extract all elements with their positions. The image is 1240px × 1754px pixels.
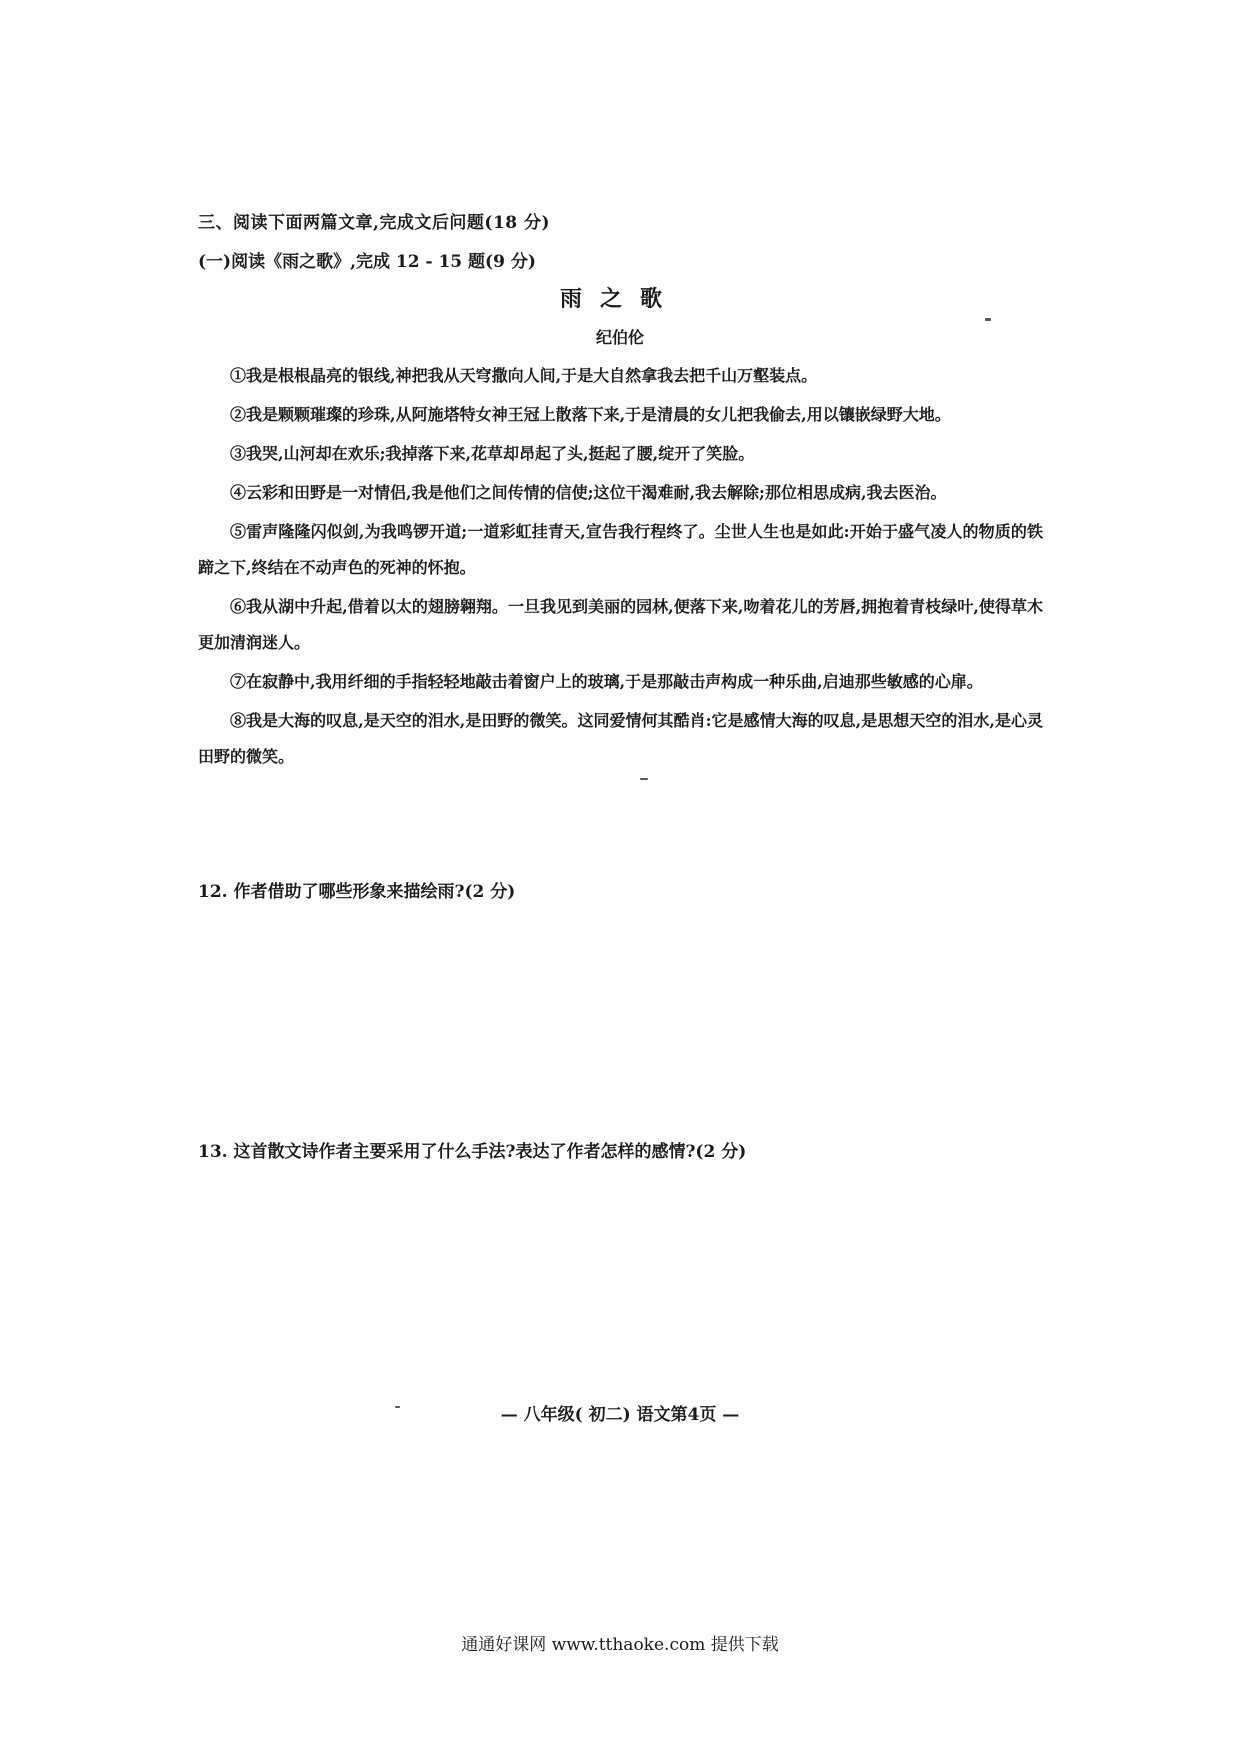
- reading-subtitle: (一)阅读《雨之歌》,完成 12 - 15 题(9 分): [198, 252, 536, 272]
- poem-paragraph-4: ④云彩和田野是一对情侣,我是他们之间传情的信使;这位干渴难耐,我去解除;那位相思成病,我去医治。: [230, 483, 947, 502]
- page-number-footer: — 八年级( 初二) 语文第4页 —: [500, 1405, 740, 1425]
- poem-paragraph-3: ③我哭,山河却在欢乐;我掉落下来,花草却昂起了头,挺起了腰,绽开了笑脸。: [230, 444, 755, 463]
- download-source-footer: 通通好课网 www.tthaoke.com 提供下载: [461, 1635, 779, 1655]
- poem-paragraph-5: ⑤雷声隆隆闪似剑,为我鸣锣开道;一道彩虹挂青天,宣告我行程终了。尘世人生也是如此:开始于盛气凌人的物质的铁蹄之下,终结在不动声色的死神的怀抱。: [198, 522, 1043, 577]
- scan-speck: [640, 778, 648, 780]
- question-13: 13. 这首散文诗作者主要采用了什么手法?表达了作者怎样的感情?(2 分): [198, 1142, 747, 1162]
- poem-title: 雨之歌: [559, 286, 680, 312]
- poem-paragraph-8: ⑧我是大海的叹息,是天空的泪水,是田野的微笑。这同爱情何其酷肖:它是感情大海的叹息,是思想天空的泪水,是心灵田野的微笑。: [198, 711, 1043, 766]
- poem-paragraph-6: ⑥我从湖中升起,借着以太的翅膀翱翔。一旦我见到美丽的园林,便落下来,吻着花儿的芳唇,拥抱着青枝绿叶,使得草木更加清润迷人。: [198, 597, 1043, 652]
- poem-paragraph-1: ①我是根根晶亮的银线,神把我从天穹撒向人间,于是大自然拿我去把千山万壑装点。: [230, 366, 818, 385]
- question-12: 12. 作者借助了哪些形象来描绘雨?(2 分): [198, 882, 516, 902]
- poem-body: [198, 358, 1043, 778]
- scan-speck: [395, 1406, 400, 1408]
- poem-author: 纪伯伦: [595, 328, 644, 347]
- poem-paragraph-2: ②我是颗颗璀璨的珍珠,从阿施塔特女神王冠上散落下来,于是清晨的女儿把我偷去,用以镶嵌绿野大地。: [230, 405, 951, 424]
- scan-speck: [985, 318, 991, 321]
- section-title: 三、阅读下面两篇文章,完成文后问题(18 分): [198, 213, 551, 233]
- poem-paragraph-7: ⑦在寂静中,我用纤细的手指轻轻地敲击着窗户上的玻璃,于是那敲击声构成一种乐曲,启迪那些敏感的心扉。: [230, 672, 983, 691]
